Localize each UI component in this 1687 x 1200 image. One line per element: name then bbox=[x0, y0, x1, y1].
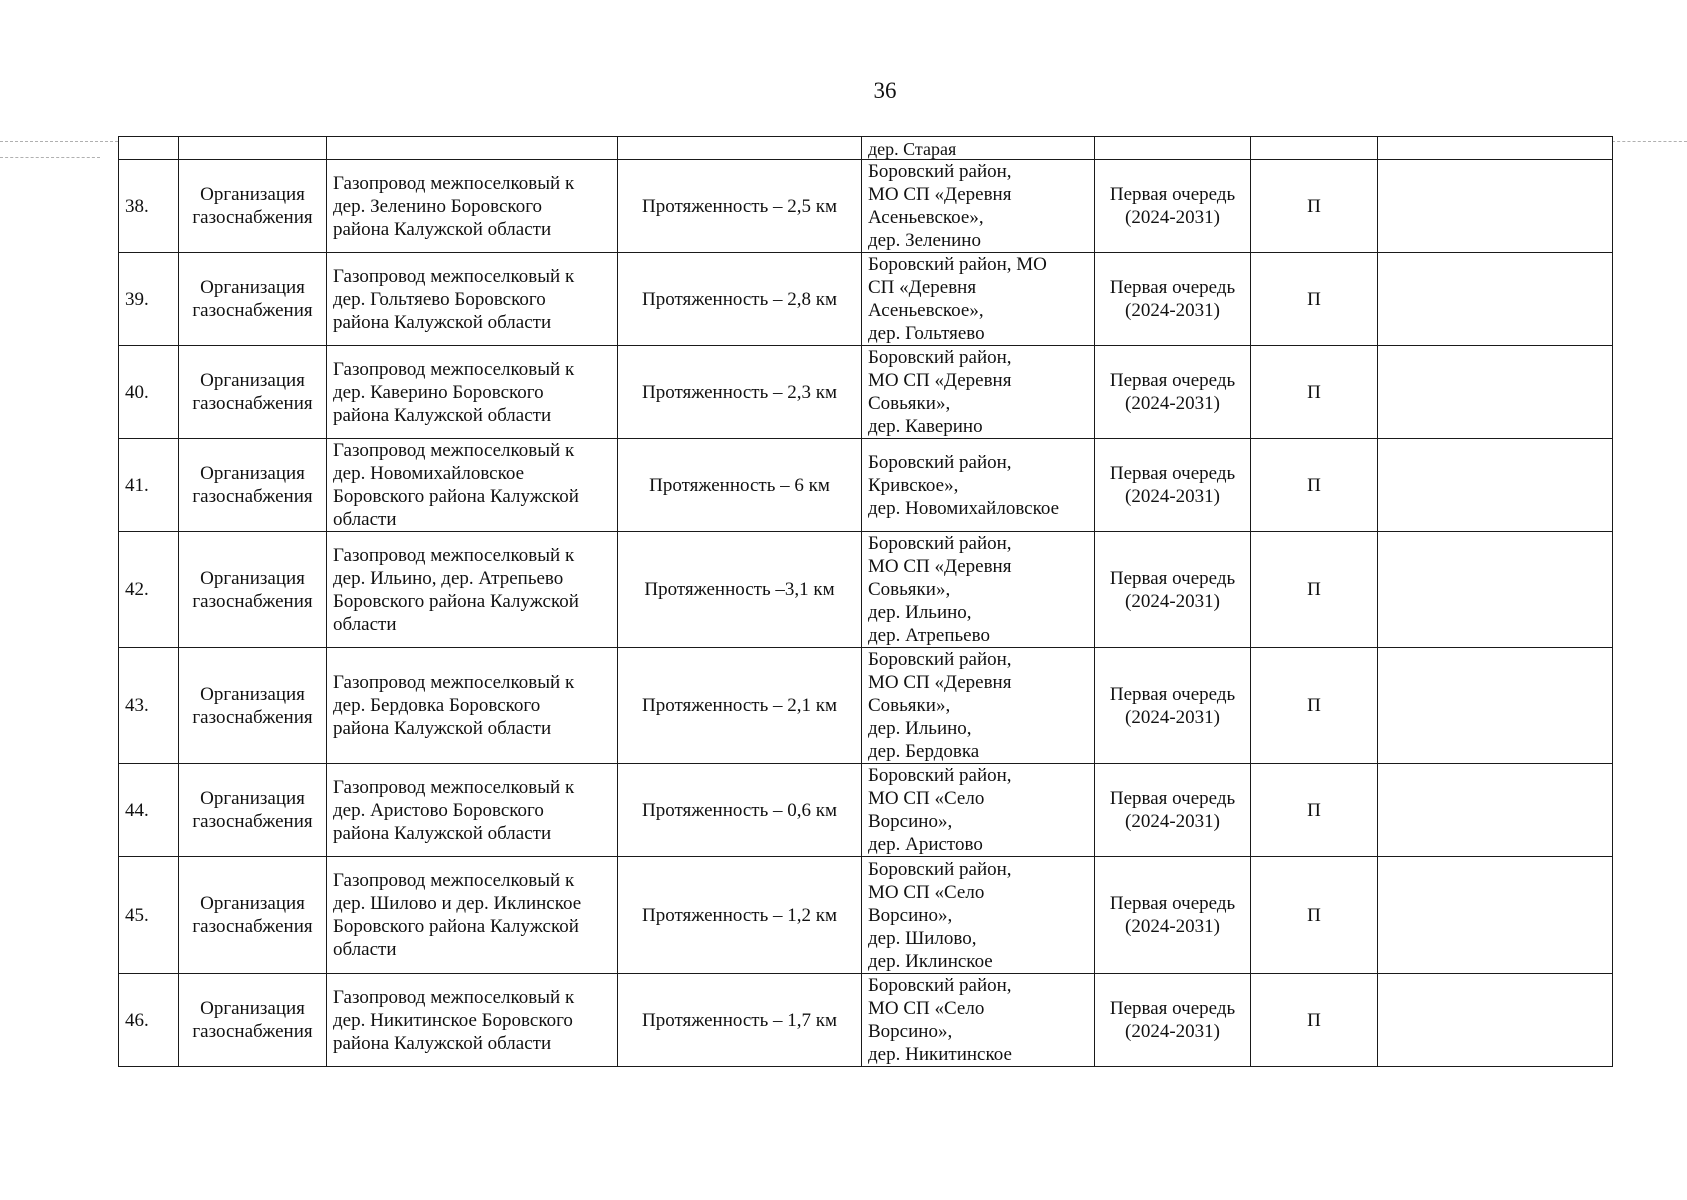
status-cell: П bbox=[1251, 532, 1378, 648]
status-cell: П bbox=[1251, 974, 1378, 1067]
extent-cell: Протяженность – 2,3 км bbox=[618, 346, 862, 439]
status-cell: П bbox=[1251, 253, 1378, 346]
row-number: 45. bbox=[119, 857, 179, 974]
location-cell bbox=[862, 764, 1095, 857]
table-row bbox=[119, 532, 1613, 648]
status-cell: П bbox=[1251, 857, 1378, 974]
object-type-cell: Организация газоснабжения bbox=[179, 648, 327, 764]
cell-line: дер. Никитинское bbox=[868, 1044, 1012, 1065]
empty-cell bbox=[1251, 137, 1378, 160]
location-cell: дер. Старая bbox=[862, 137, 1095, 160]
cell-line: Газопровод межпоселковый к bbox=[333, 358, 575, 380]
object-type-cell: Организация газоснабжения bbox=[179, 532, 327, 648]
cell-line: дер. Бердовка bbox=[868, 741, 980, 762]
cell-line: Газопровод межпоселковый к bbox=[333, 544, 575, 566]
row-number: 43. bbox=[119, 648, 179, 764]
table-row bbox=[119, 857, 1613, 974]
extent-cell: Протяженность – 2,5 км bbox=[618, 160, 862, 253]
row-number: 46. bbox=[119, 974, 179, 1067]
cell-line: района Калужской области bbox=[333, 718, 552, 739]
object-type-cell: Организация газоснабжения bbox=[179, 974, 327, 1067]
cell-line: Первая очередь bbox=[1109, 463, 1236, 484]
cell-line: области bbox=[333, 939, 397, 960]
empty-cell bbox=[179, 137, 327, 160]
cell-line: (2024-2031) bbox=[1125, 1021, 1220, 1042]
empty-cell bbox=[1378, 253, 1613, 346]
cell-line: дер. Шилово, bbox=[868, 927, 977, 949]
cell-line: Асеньевское», bbox=[868, 207, 984, 228]
cell-line: дер. Иклинское bbox=[868, 950, 993, 972]
object-name-cell bbox=[327, 648, 618, 764]
scan-artifact-line bbox=[0, 141, 118, 142]
object-type-cell: Организация газоснабжения bbox=[179, 253, 327, 346]
cell-line: района Калужской области bbox=[333, 1032, 552, 1054]
cell-line: дер. Бердовка Боровского bbox=[333, 695, 541, 716]
location-cell bbox=[862, 439, 1095, 532]
cell-line: дер. Новомихайловское bbox=[868, 497, 1060, 519]
cell-line: области bbox=[333, 613, 397, 635]
scan-artifact-line bbox=[0, 157, 100, 158]
cell-line: МО СП «Деревня bbox=[868, 672, 1012, 693]
object-name-cell bbox=[327, 253, 618, 346]
extent-cell: Протяженность – 2,8 км bbox=[618, 253, 862, 346]
object-name-cell bbox=[327, 764, 618, 857]
cell-line: Боровского района Калужской bbox=[333, 486, 579, 507]
stage-cell bbox=[1095, 439, 1251, 532]
cell-line: дер. Каверино bbox=[868, 416, 983, 437]
cell-line: Ворсино», bbox=[868, 904, 953, 926]
empty-cell bbox=[1378, 764, 1613, 857]
table-row bbox=[119, 346, 1613, 439]
cell-line: дер. Гольтяево bbox=[868, 323, 985, 344]
object-name-cell bbox=[327, 974, 618, 1067]
empty-cell bbox=[1095, 137, 1251, 160]
location-cell bbox=[862, 253, 1095, 346]
cell-line: Боровский район, bbox=[868, 649, 1012, 670]
cell-line: Ворсино», bbox=[868, 1021, 953, 1042]
location-cell bbox=[862, 532, 1095, 648]
cell-line: Боровский район, bbox=[868, 858, 1012, 880]
status-cell: П bbox=[1251, 346, 1378, 439]
extent-cell: Протяженность – 2,1 км bbox=[618, 648, 862, 764]
status-cell: П bbox=[1251, 648, 1378, 764]
table-row bbox=[119, 439, 1613, 532]
empty-cell bbox=[1378, 974, 1613, 1067]
stage-cell bbox=[1095, 532, 1251, 648]
cell-line: дер. Ильино, bbox=[868, 718, 972, 739]
object-name-cell bbox=[327, 532, 618, 648]
stage-cell bbox=[1095, 764, 1251, 857]
cell-line: Первая очередь bbox=[1109, 893, 1236, 914]
extent-cell: Протяженность – 1,2 км bbox=[618, 857, 862, 974]
empty-cell bbox=[327, 137, 618, 160]
extent-cell: Протяженность – 1,7 км bbox=[618, 974, 862, 1067]
cell-line: Газопровод межпоселковый к bbox=[333, 265, 575, 287]
empty-cell bbox=[1378, 857, 1613, 974]
cell-line: дер. Новомихайловское bbox=[333, 463, 525, 484]
table-row bbox=[119, 764, 1613, 857]
table-row bbox=[119, 253, 1613, 346]
scan-artifact-line bbox=[1612, 141, 1687, 142]
cell-line: Боровский район, МО bbox=[868, 254, 1047, 275]
cell-line: МО СП «Село bbox=[868, 881, 985, 903]
cell-line: дер. Каверино Боровского bbox=[333, 381, 544, 403]
cell-line: дер. Зеленино Боровского bbox=[333, 195, 543, 217]
cell-line: Кривское», bbox=[868, 474, 959, 496]
stage-cell bbox=[1095, 857, 1251, 974]
status-cell: П bbox=[1251, 439, 1378, 532]
cell-line: (2024-2031) bbox=[1125, 590, 1220, 612]
cell-line: дер. Гольтяево Боровского bbox=[333, 288, 546, 310]
status-cell: П bbox=[1251, 764, 1378, 857]
cell-line: (2024-2031) bbox=[1125, 300, 1220, 321]
cell-line: дер. Атрепьево bbox=[868, 625, 990, 646]
cell-line: дер. Ильино, bbox=[868, 602, 972, 623]
cell-line: Асеньевское», bbox=[868, 300, 984, 321]
cell-line: Боровский район, bbox=[868, 161, 1012, 182]
cell-line: Боровский район, bbox=[868, 451, 1012, 473]
cell-line: Первая очередь bbox=[1109, 788, 1236, 809]
cell-line: Первая очередь bbox=[1109, 277, 1236, 298]
cell-line: дер. Аристово bbox=[868, 834, 983, 855]
cell-line: Первая очередь bbox=[1109, 683, 1236, 705]
cell-line: Первая очередь bbox=[1109, 370, 1236, 391]
empty-cell bbox=[1378, 137, 1613, 160]
cell-line: Первая очередь bbox=[1109, 998, 1236, 1019]
cell-line: Газопровод межпоселковый к bbox=[333, 672, 575, 693]
cell-line: Боровский район, bbox=[868, 765, 1012, 786]
extent-cell: Протяженность – 0,6 км bbox=[618, 764, 862, 857]
cell-line: дер. Зеленино bbox=[868, 230, 981, 251]
cell-line: Боровского района Калужской bbox=[333, 916, 579, 937]
cell-line: Первая очередь bbox=[1109, 184, 1236, 205]
table-row bbox=[119, 974, 1613, 1067]
stage-cell bbox=[1095, 160, 1251, 253]
row-number: 40. bbox=[119, 346, 179, 439]
table-row bbox=[119, 648, 1613, 764]
cell-line: дер. Аристово Боровского bbox=[333, 799, 544, 821]
object-name-cell bbox=[327, 439, 618, 532]
row-number: 42. bbox=[119, 532, 179, 648]
location-cell bbox=[862, 346, 1095, 439]
cell-line: МО СП «Деревня bbox=[868, 556, 1012, 577]
object-name-cell bbox=[327, 160, 618, 253]
stage-cell bbox=[1095, 974, 1251, 1067]
object-name-cell bbox=[327, 857, 618, 974]
cell-line: Первая очередь bbox=[1109, 567, 1236, 589]
cell-line: района Калужской области bbox=[333, 218, 552, 240]
location-cell bbox=[862, 160, 1095, 253]
row-number: 41. bbox=[119, 439, 179, 532]
row-number: 38. bbox=[119, 160, 179, 253]
object-type-cell: Организация газоснабжения bbox=[179, 764, 327, 857]
cell-line: Боровского района Калужской bbox=[333, 590, 579, 612]
location-cell bbox=[862, 648, 1095, 764]
cell-line: дер. Шилово и дер. Иклинское bbox=[333, 893, 582, 914]
continuation-row bbox=[119, 137, 1613, 160]
cell-line: (2024-2031) bbox=[1125, 811, 1220, 832]
cell-line: МО СП «Село bbox=[868, 788, 985, 809]
cell-line: района Калужской области bbox=[333, 822, 552, 844]
table-row bbox=[119, 160, 1613, 253]
cell-line: Боровский район, bbox=[868, 975, 1012, 996]
extent-cell: Протяженность – 6 км bbox=[618, 439, 862, 532]
extent-cell: Протяженность –3,1 км bbox=[618, 532, 862, 648]
empty-cell bbox=[1378, 160, 1613, 253]
cell-line: (2024-2031) bbox=[1125, 706, 1220, 728]
cell-line: (2024-2031) bbox=[1125, 393, 1220, 414]
empty-cell bbox=[119, 137, 179, 160]
cell-line: Газопровод межпоселковый к bbox=[333, 440, 575, 461]
cell-line: Боровский район, bbox=[868, 533, 1012, 554]
stage-cell bbox=[1095, 253, 1251, 346]
stage-cell bbox=[1095, 346, 1251, 439]
cell-line: области bbox=[333, 509, 397, 530]
location-cell bbox=[862, 974, 1095, 1067]
row-number: 44. bbox=[119, 764, 179, 857]
cell-line: МО СП «Деревня bbox=[868, 184, 1012, 205]
cell-line: района Калужской области bbox=[333, 311, 552, 333]
cell-line: (2024-2031) bbox=[1125, 207, 1220, 228]
cell-line: дер. Ильино, дер. Атрепьево bbox=[333, 567, 564, 589]
empty-cell bbox=[618, 137, 862, 160]
cell-line: Ворсино», bbox=[868, 811, 953, 832]
cell-line: Совьяки», bbox=[868, 695, 951, 716]
cell-line: СП «Деревня bbox=[868, 277, 977, 298]
empty-cell bbox=[1378, 346, 1613, 439]
object-type-cell: Организация газоснабжения bbox=[179, 857, 327, 974]
cell-line: Совьяки», bbox=[868, 579, 951, 600]
cell-line: (2024-2031) bbox=[1125, 486, 1220, 507]
cell-line: МО СП «Деревня bbox=[868, 370, 1012, 391]
location-cell bbox=[862, 857, 1095, 974]
stage-cell bbox=[1095, 648, 1251, 764]
object-type-cell: Организация газоснабжения bbox=[179, 439, 327, 532]
cell-line: МО СП «Село bbox=[868, 998, 985, 1019]
objects-table bbox=[118, 136, 1613, 1067]
row-number: 39. bbox=[119, 253, 179, 346]
status-cell: П bbox=[1251, 160, 1378, 253]
cell-line: Боровский район, bbox=[868, 347, 1012, 368]
empty-cell bbox=[1378, 439, 1613, 532]
object-name-cell bbox=[327, 346, 618, 439]
cell-line: Газопровод межпоселковый к bbox=[333, 870, 575, 891]
object-type-cell: Организация газоснабжения bbox=[179, 160, 327, 253]
cell-line: Совьяки», bbox=[868, 393, 951, 414]
cell-line: Газопровод межпоселковый к bbox=[333, 172, 575, 194]
cell-line: Газопровод межпоселковый к bbox=[333, 986, 575, 1008]
empty-cell bbox=[1378, 532, 1613, 648]
object-type-cell: Организация газоснабжения bbox=[179, 346, 327, 439]
cell-line: Газопровод межпоселковый к bbox=[333, 776, 575, 798]
cell-line: дер. Никитинское Боровского bbox=[333, 1009, 573, 1031]
page-number: 36 bbox=[873, 78, 897, 103]
cell-line: района Калужской области bbox=[333, 404, 552, 426]
cell-line: (2024-2031) bbox=[1125, 916, 1220, 937]
empty-cell bbox=[1378, 648, 1613, 764]
